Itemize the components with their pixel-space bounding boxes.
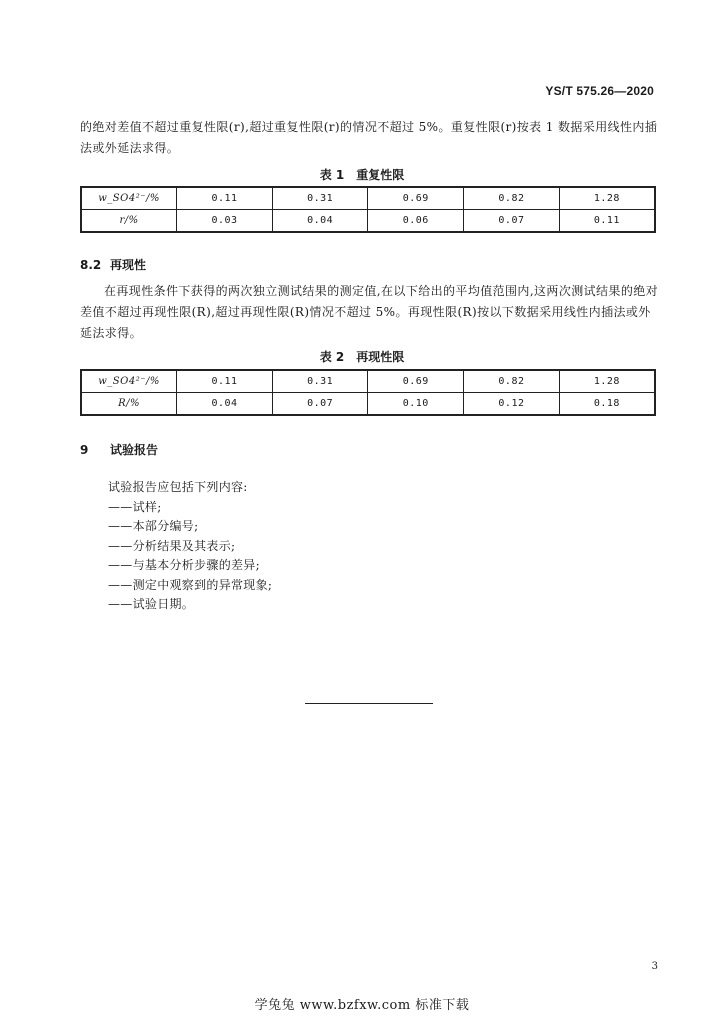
table-row xyxy=(81,370,655,393)
table-cell: 0.69 xyxy=(368,187,464,210)
section-number: 8.2 xyxy=(80,258,102,272)
table-row xyxy=(81,210,655,233)
table-cell: 1.28 xyxy=(559,370,655,393)
table-cell: 0.12 xyxy=(464,393,560,416)
standard-code: YS/T 575.26—2020 xyxy=(545,84,654,98)
table-cell: 0.11 xyxy=(177,187,273,210)
section-9-heading xyxy=(80,441,158,458)
end-rule xyxy=(305,703,433,704)
section-8-2-paragraph: 在再现性条件下获得的两次独立测试结果的测定值,在以下给出的平均值范围内,这两次测试结果的绝对差值不超过再现性限(R),超过再现性限(R)情况不超过 5%。再现性限(R)按以下数据采用线性内插法或外延法求得。 xyxy=(80,284,659,340)
section-8-2-heading xyxy=(80,256,146,273)
section-title: 试验报告 xyxy=(110,443,159,457)
page-number: 3 xyxy=(651,961,658,972)
table-row xyxy=(81,393,655,416)
list-item: ——分析结果及其表示; xyxy=(108,538,236,553)
table-cell: 0.31 xyxy=(272,187,368,210)
table-cell: 0.11 xyxy=(177,370,273,393)
list-item: ——试验日期。 xyxy=(108,597,195,611)
table2-title: 表 2 再现性限 xyxy=(319,350,405,364)
table-row xyxy=(81,187,655,210)
table-cell: 0.82 xyxy=(464,187,560,210)
table-cell: 0.07 xyxy=(464,210,560,233)
table-cell: 0.07 xyxy=(272,393,368,416)
table-cell: 0.04 xyxy=(177,393,273,416)
list-item: ——本部分编号; xyxy=(108,519,199,533)
table-cell: 0.10 xyxy=(368,393,464,416)
table-cell: 0.69 xyxy=(368,370,464,393)
list-item: ——与基本分析步骤的差异; xyxy=(108,558,260,572)
repeatability-table xyxy=(80,186,656,233)
table-cell: 0.06 xyxy=(368,210,464,233)
table-cell: 0.04 xyxy=(272,210,368,233)
table1-title: 表 1 重复性限 xyxy=(319,168,405,182)
table-cell: 1.28 xyxy=(559,187,655,210)
continuation-paragraph: 的绝对差值不超过重复性限(r),超过重复性限(r)的情况不超过 5%。重复性限(r)按表 1 数据采用线性内插法或外延法求得。 xyxy=(80,120,658,155)
table-cell: 0.11 xyxy=(559,210,655,233)
table-cell: 0.31 xyxy=(272,370,368,393)
table-header-cell: R/% xyxy=(81,393,177,416)
table-header-cell: w_SO4²⁻/% xyxy=(81,187,177,210)
reproducibility-table xyxy=(80,369,656,416)
table-cell: 0.82 xyxy=(464,370,560,393)
section-number: 9 xyxy=(80,443,89,457)
footer-watermark: 学兔兔 www.bzfxw.com 标准下载 xyxy=(254,998,470,1013)
table-header-cell: r/% xyxy=(81,210,177,233)
list-item: ——测定中观察到的异常现象; xyxy=(108,577,273,592)
table-cell: 0.03 xyxy=(177,210,273,233)
list-intro: 试验报告应包括下列内容: xyxy=(108,480,248,494)
table-header-cell: w_SO4²⁻/% xyxy=(81,370,177,393)
table-cell: 0.18 xyxy=(559,393,655,416)
section-title: 再现性 xyxy=(110,258,147,272)
report-contents-list xyxy=(108,478,272,615)
list-item: ——试样; xyxy=(108,499,162,514)
